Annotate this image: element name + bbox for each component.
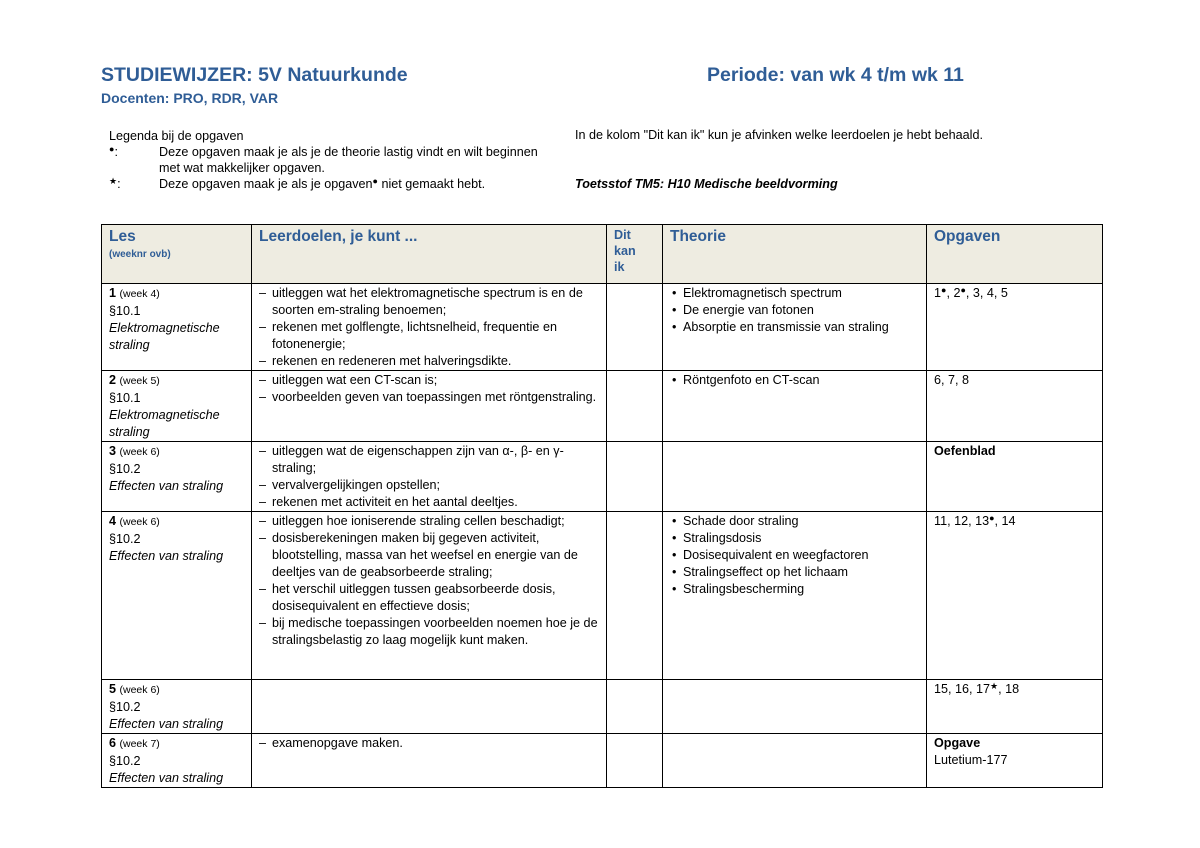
header-opgaven: Opgaven: [927, 225, 1103, 284]
legend-item-star: ★: Deze opgaven maak je als je opgaven● niet gemaakt hebt.: [109, 176, 549, 192]
teachers-subtitle: Docenten: PRO, RDR, VAR: [101, 90, 279, 106]
star-icon: ★: [990, 681, 999, 691]
lesson-cell: 6 (week 7) §10.2 Effecten van straling: [102, 734, 252, 788]
page-title: STUDIEWIJZER: 5V Natuurkunde: [101, 64, 408, 86]
table-row: [102, 734, 1103, 788]
exam-material: Toetsstof TM5: H10 Medische beeldvorming: [575, 177, 838, 191]
table-header-row: [102, 225, 1103, 284]
theory-item: • Absorptie en transmissie van straling: [670, 319, 919, 336]
goals-cell: [252, 371, 607, 442]
checklist-note: In de kolom "Dit kan ik" kun je afvinken welke leerdoelen je hebt behaald.: [575, 128, 983, 142]
goal-item: – uitleggen wat het elektromagnetische spectrum is en de soorten em-straling benoemen;: [259, 285, 599, 319]
goal-item: – het verschil uitleggen tussen geabsorbeerde dosis, dosisequivalent en effectieve dosis;: [259, 581, 599, 615]
legend: [109, 128, 549, 192]
goals-cell: [252, 284, 607, 371]
checkbox-cell[interactable]: [607, 284, 663, 371]
checkbox-cell[interactable]: [607, 512, 663, 680]
header-leerdoelen: Leerdoelen, je kunt ...: [252, 225, 607, 284]
theory-item: • Stralingsbescherming: [670, 581, 919, 598]
theory-item: • Elektromagnetisch spectrum: [670, 285, 919, 302]
legend-text: Deze opgaven maak je als je opgaven● niet gemaakt hebt.: [159, 176, 486, 191]
legend-text: Deze opgaven maak je als je de theorie lastig vindt en wilt beginnen met wat makkelijker opgaven.: [159, 145, 538, 175]
theory-item: • Stralingseffect op het lichaam: [670, 564, 919, 581]
goal-item: – bij medische toepassingen voorbeelden noemen hoe je de stralingsbelastig zo laag mogelijk kunt maken.: [259, 615, 599, 649]
table-row: [102, 284, 1103, 371]
theory-cell: [663, 734, 927, 788]
theory-cell: [663, 442, 927, 512]
circle-icon: ●: [960, 285, 966, 295]
goal-item: – rekenen met golflengte, lichtsnelheid, frequentie en fotonenergie;: [259, 319, 599, 353]
theory-item: • Röntgenfoto en CT-scan: [670, 372, 919, 389]
table-row: [102, 442, 1103, 512]
theory-cell: [663, 512, 927, 680]
theory-cell: [663, 284, 927, 371]
theory-item: • De energie van fotonen: [670, 302, 919, 319]
goal-item: – uitleggen wat een CT-scan is;: [259, 372, 599, 389]
period-title: Periode: van wk 4 t/m wk 11: [707, 64, 964, 86]
legend-item-circle: ●: Deze opgaven maak je als je de theorie lastig vindt en wilt beginnen met wat makkelijker opgaven.: [109, 144, 549, 176]
goals-cell: [252, 512, 607, 680]
tasks-cell: 11, 12, 13●, 14: [927, 512, 1103, 680]
goal-item: – vervalvergelijkingen opstellen;: [259, 477, 599, 494]
study-table: [101, 224, 1103, 788]
tasks-cell: 15, 16, 17★, 18: [927, 680, 1103, 734]
table-row: [102, 371, 1103, 442]
legend-heading: Legenda bij de opgaven: [109, 129, 244, 143]
tasks-cell: 1●, 2●, 3, 4, 5: [927, 284, 1103, 371]
lesson-cell: 3 (week 6) §10.2 Effecten van straling: [102, 442, 252, 512]
lesson-cell: 1 (week 4) §10.1 Elektromagnetische straling: [102, 284, 252, 371]
lesson-cell: 4 (week 6) §10.2 Effecten van straling: [102, 512, 252, 680]
header-les: Les (weeknr ovb): [102, 225, 252, 284]
theory-item: • Dosisequivalent en weegfactoren: [670, 547, 919, 564]
checkbox-cell[interactable]: [607, 734, 663, 788]
tasks-cell: Opgave Lutetium-177: [927, 734, 1103, 788]
header-theorie: Theorie: [663, 225, 927, 284]
goal-item: – examenopgave maken.: [259, 735, 599, 752]
goals-cell: [252, 680, 607, 734]
table-row: [102, 512, 1103, 680]
star-icon: ★: [109, 176, 118, 186]
goal-item: – rekenen en redeneren met halveringsdikte.: [259, 353, 599, 370]
lesson-cell: 5 (week 6) §10.2 Effecten van straling: [102, 680, 252, 734]
goals-cell: [252, 734, 607, 788]
circle-icon: ●: [372, 176, 378, 186]
circle-icon: ●: [989, 513, 995, 523]
table-row: [102, 680, 1103, 734]
lesson-cell: 2 (week 5) §10.1 Elektromagnetische straling: [102, 371, 252, 442]
goals-cell: [252, 442, 607, 512]
circle-icon: ●: [941, 285, 947, 295]
theory-item: • Schade door straling: [670, 513, 919, 530]
goal-item: – uitleggen wat de eigenschappen zijn van α-, β- en γ-straling;: [259, 443, 599, 477]
theory-cell: [663, 680, 927, 734]
goal-item: – rekenen met activiteit en het aantal deeltjes.: [259, 494, 599, 511]
goal-item: – voorbeelden geven van toepassingen met röntgenstraling.: [259, 389, 599, 406]
theory-item: • Stralingsdosis: [670, 530, 919, 547]
goal-item: – uitleggen hoe ioniserende straling cellen beschadigt;: [259, 513, 599, 530]
theory-cell: [663, 371, 927, 442]
tasks-cell: 6, 7, 8: [927, 371, 1103, 442]
tasks-cell: Oefenblad: [927, 442, 1103, 512]
header-dit-kan-ik: Dit kan ik: [607, 225, 663, 284]
checkbox-cell[interactable]: [607, 371, 663, 442]
checkbox-cell[interactable]: [607, 442, 663, 512]
checkbox-cell[interactable]: [607, 680, 663, 734]
goal-item: – dosisberekeningen maken bij gegeven activiteit, blootstelling, massa van het weefsel en energie van de deeltjes van de geabsorbeerde straling;: [259, 530, 599, 581]
circle-icon: ●: [109, 144, 115, 154]
